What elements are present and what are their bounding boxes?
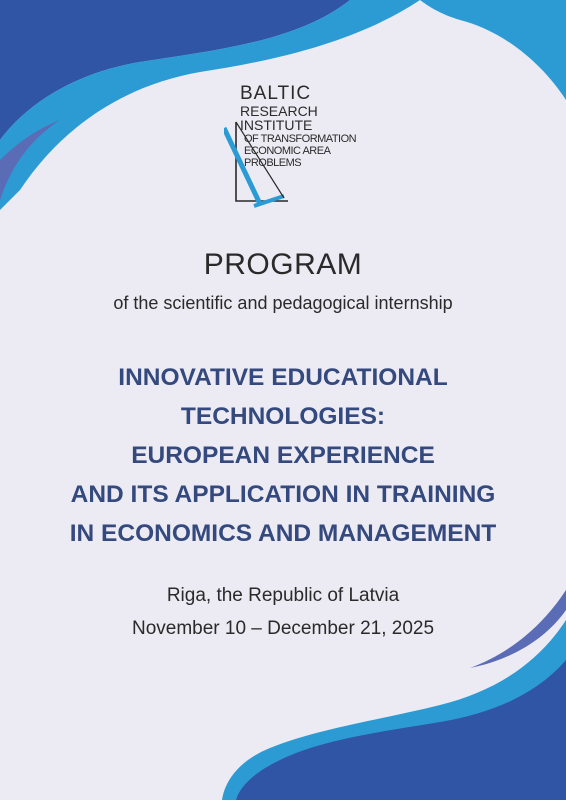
logo-text-problems: PROBLEMS [244,157,302,169]
heading-line: IN ECONOMICS AND MANAGEMENT [69,520,497,547]
logo-text-institute: INSTITUTE [240,117,313,133]
logo-text-research: RESEARCH [240,103,318,119]
institute-logo [224,80,364,210]
heading-line: EUROPEAN EXPERIENCE [131,442,435,469]
program-subtitle: of the scientific and pedagogical internship [113,293,453,313]
internship-heading [0,358,566,553]
event-dates: November 10 – December 21, 2025 [131,618,435,639]
heading-line: INNOVATIVE EDUCATIONAL [118,364,448,391]
logo-text-transformation: OF TRANSFORMATION [244,133,357,145]
heading-line: AND ITS APPLICATION IN TRAINING [70,481,496,508]
logo-text-economic-area: ECONOMIC AREA [244,145,331,157]
logo-text-baltic: BALTIC [240,83,312,104]
heading-line: TECHNOLOGIES: [180,403,386,430]
program-title: PROGRAM [203,248,363,281]
event-location: Riga, the Republic of Latvia [166,585,400,606]
top-right-light-wave [420,0,566,100]
